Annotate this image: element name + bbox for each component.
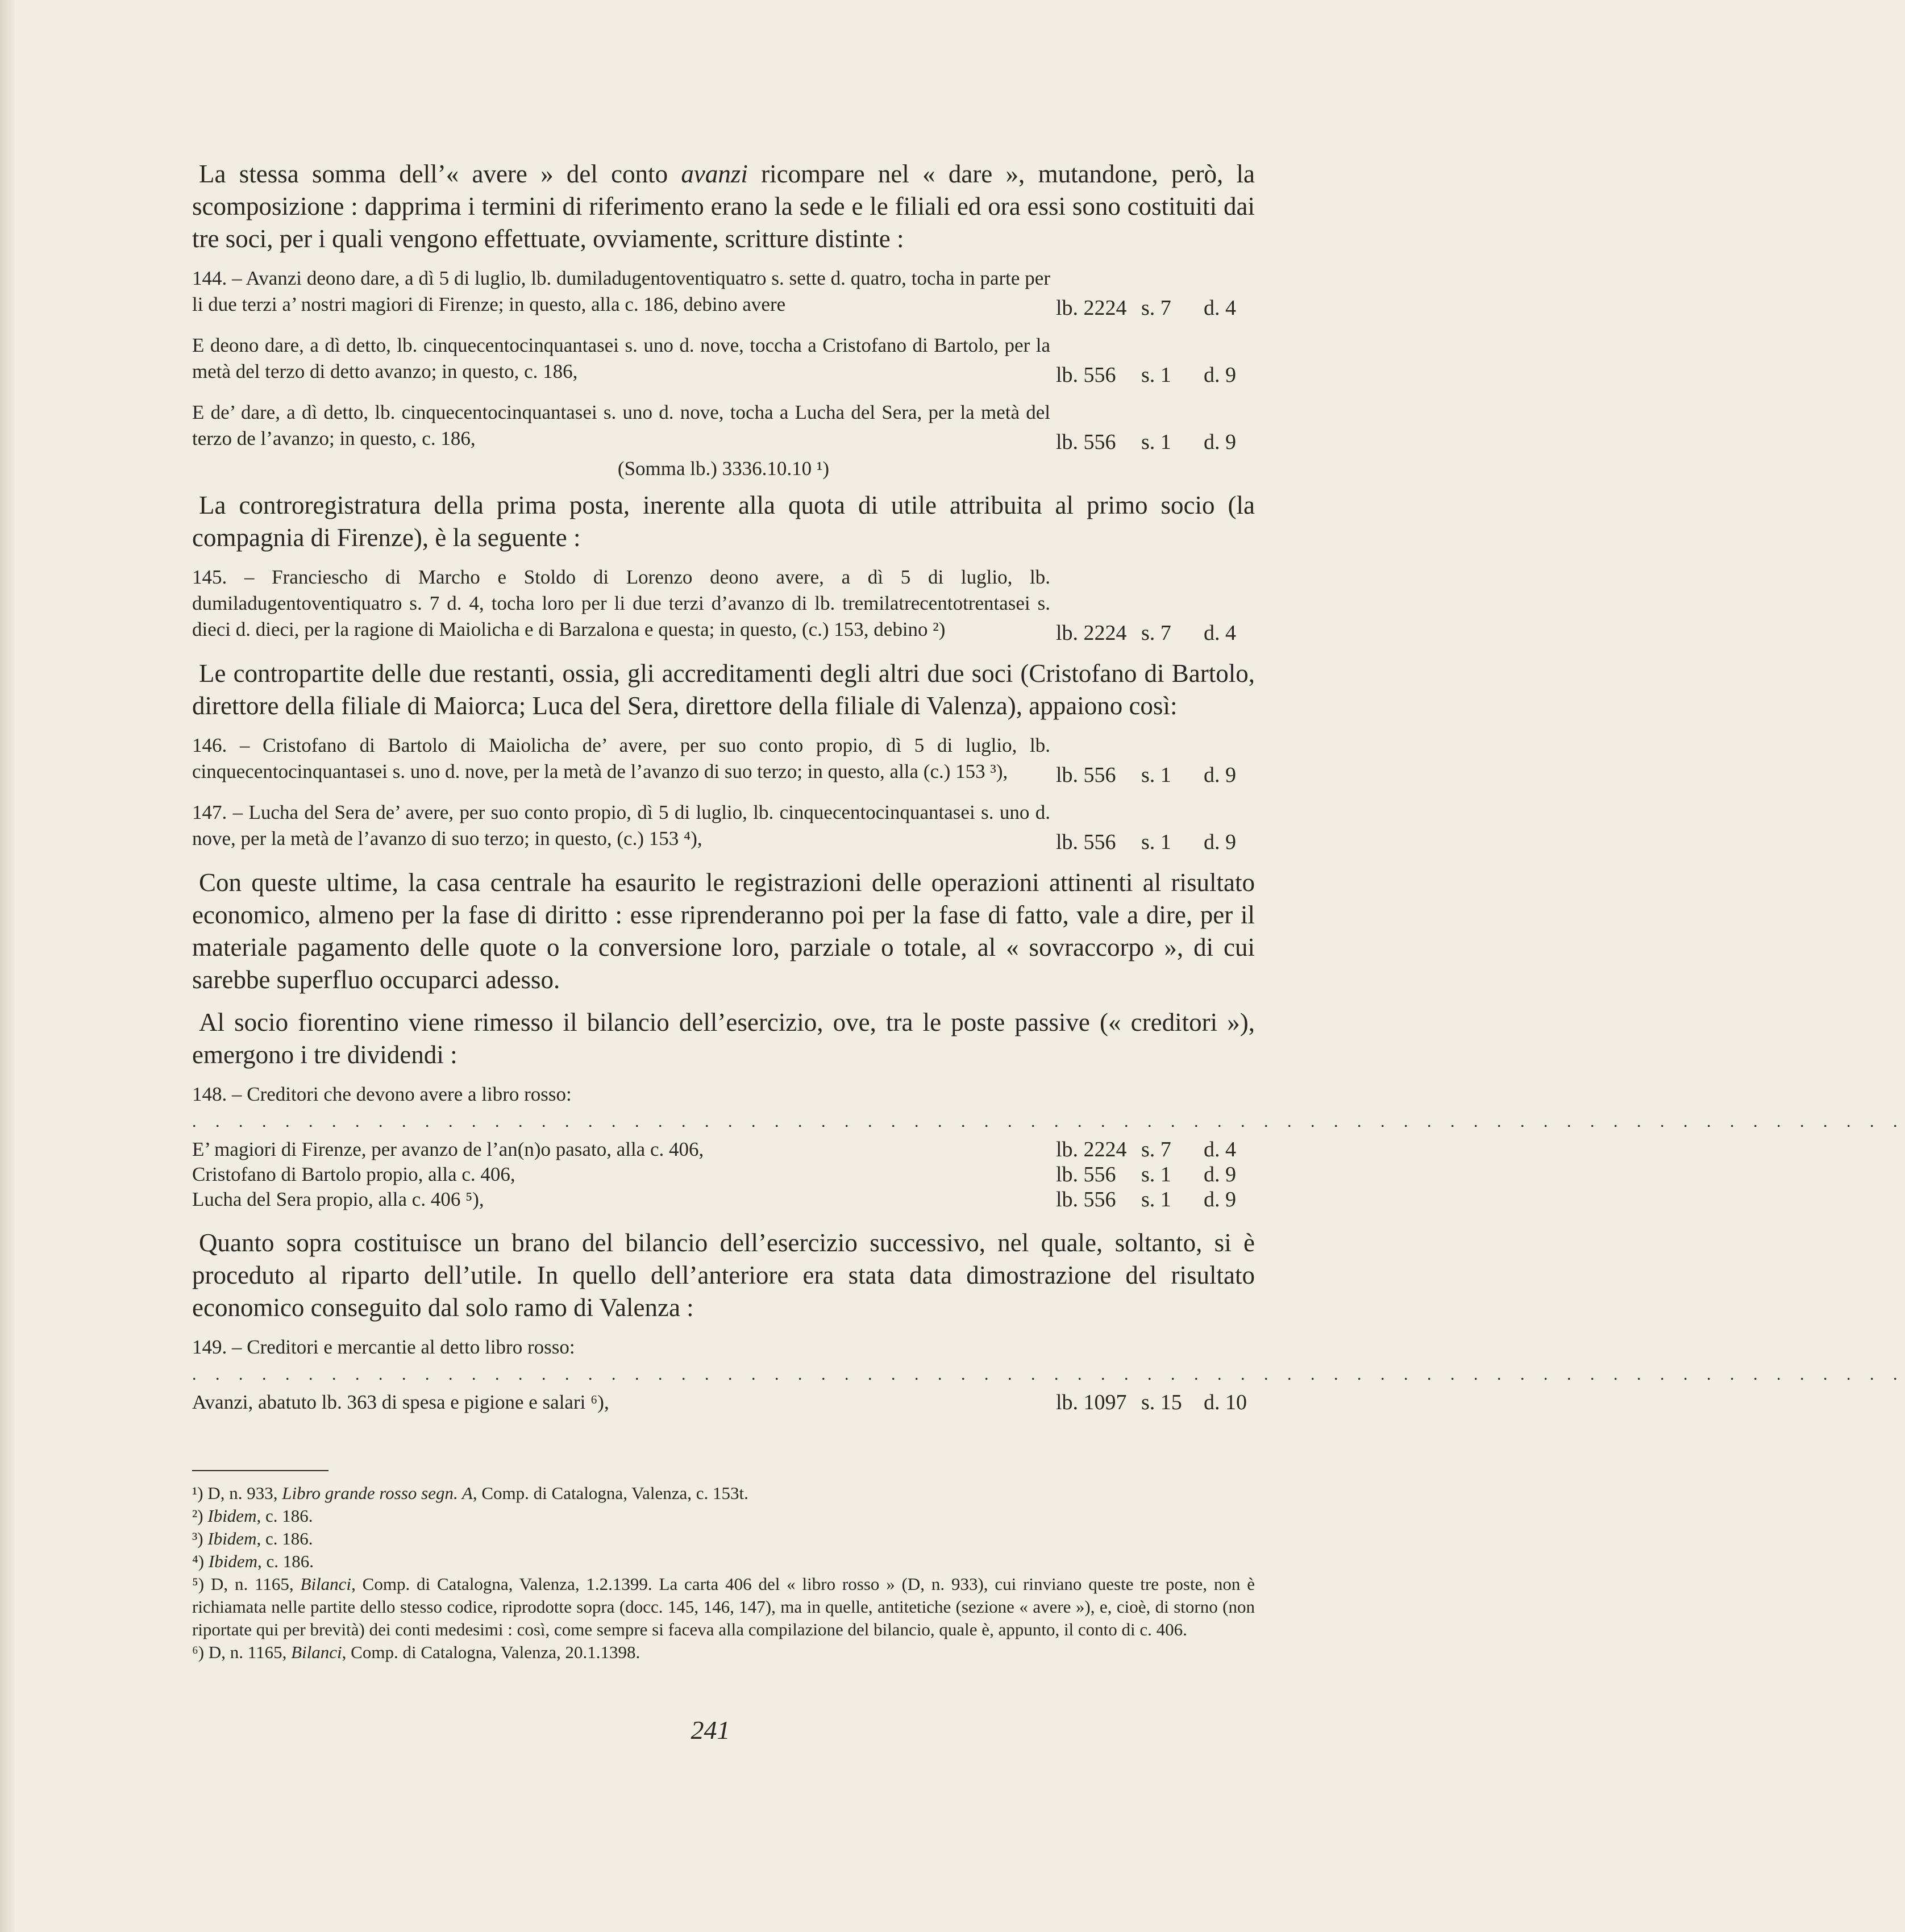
document-148-entry-2: Cristofano di Bartolo propio, alla c. 406, lb. 556 s. 1 d. 9 <box>192 1162 1255 1187</box>
ellipsis-line: . . . . . . . . . . . . . . . . . . . . . . . . . . . . . . . . . . . . . . . . . . . . . . . . . . . . . . . . . . . . . . . . . . . . . . . . . . <box>192 1365 1905 1384</box>
document-144-b: E deono dare, a dì detto, lb. cinquecentocinquantasei s. uno d. nove, toccha a Cristofano di Bartolo, per la metà del terzo di detto avanzo; in questo, c. 186, lb. 556 s. 1 d. 9 <box>192 332 1255 385</box>
footnote-5: ⁵) D, n. 1165, Bilanci, Comp. di Catalogna, Valenza, 1.2.1399. La carta 406 del « libro rosso » (D, n. 933), cui rinviano queste tre poste, non è richiamata nelle partite dello stesso codice, riprodotte sopra (docc. 145, 146, 147), ma in quelle, antitetiche (sezione « avere »), e, cioè, di storno (non riportate qui per brevità) dei conti medesimi : così, come sempre si faceva alla compilazione del bilancio, quale è, appunto, il conto di c. 406. <box>192 1574 1255 1639</box>
amount: lb. 556 s. 1 d. 9 <box>1056 763 1236 787</box>
document-144-c: E de’ dare, a dì detto, lb. cinquecentocinquantasei s. uno d. nove, tocha a Lucha del Sera, per la metà del terzo de l’avanzo; in questo, c. 186, lb. 556 s. 1 d. 9 <box>192 399 1255 452</box>
amount: lb. 556 s. 1 d. 9 <box>1056 830 1236 854</box>
amount: lb. 556 s. 1 d. 9 <box>1056 1188 1236 1211</box>
amount: lb. 556 s. 1 d. 9 <box>1056 430 1236 454</box>
amount: lb. 2224 s. 7 d. 4 <box>1056 296 1236 320</box>
page-body <box>192 158 1905 1415</box>
document-148-entry-3: Lucha del Sera propio, alla c. 406 ⁵), lb. 556 s. 1 d. 9 <box>192 1187 1255 1212</box>
document-145: 145. – Franciescho di Marcho e Stoldo di Lorenzo deono avere, a dì 5 di luglio, lb. dumiladugentoventiquatro s. 7 d. 4, tocha loro per li due terzi d’avanzo di lb. tremilatrecentotrentasei s. dieci d. dieci, per la ragione di Maiolicha e di Barzalona e questa; in questo, (c.) 153, debino ²) lb. 2224 s. 7 d. 4 <box>192 564 1255 643</box>
paragraph-4: Con queste ultime, la casa centrale ha esaurito le registrazioni delle operazioni attinenti al risultato economico, almeno per la fase di diritto : esse riprenderanno poi per la fase di fatto, vale a dire, per il materiale pagamento delle quote o la conversione loro, parziale o totale, al « sovraccorpo », di cui sarebbe superfluo occuparci adesso. <box>192 868 1255 994</box>
footnote-2: ²) Ibidem, c. 186. <box>192 1506 313 1526</box>
amount: lb. 556 s. 1 d. 9 <box>1056 363 1236 387</box>
footnote-rule <box>192 1470 328 1471</box>
document-149-title: 149. – Creditori e mercantie al detto libro rosso: <box>192 1336 575 1358</box>
document-144-a: 144. – Avanzi deono dare, a dì 5 di luglio, lb. dumiladugentoventiquatro s. sette d. quatro, tocha in parte per li due terzi a’ nostri magiori di Firenze; in questo, alla c. 186, debino avere lb. 2224 s. 7 d. 4 <box>192 265 1255 318</box>
page-binding-edge <box>0 0 15 1932</box>
paragraph-2: La controregistratura della prima posta, inerente alla quota di utile attribuita al primo socio (la compagnia di Firenze), è la seguente : <box>192 491 1255 552</box>
document-148-title: 148. – Creditori che devono avere a libro rosso: <box>192 1083 572 1105</box>
footnote-4: ⁴) Ibidem, c. 186. <box>192 1551 314 1571</box>
paragraph-3: Le contropartite delle due restanti, ossia, gli accreditamenti degli altri due soci (Cristofano di Bartolo, direttore della filiale di Maiorca; Luca del Sera, direttore della filiale di Valenza), appaiono così: <box>192 659 1255 720</box>
document-149-entry: Avanzi, abatuto lb. 363 di spesa e pigione e salari ⁶), lb. 1097 s. 15 d. 10 <box>192 1390 1255 1415</box>
ellipsis-line: . . . . . . . . . . . . . . . . . . . . . . . . . . . . . . . . . . . . . . . . . . . . . . . . . . . . . . . . . . . . . . . . . . . . . . . . . . <box>192 1112 1905 1131</box>
footnote-3: ³) Ibidem, c. 186. <box>192 1529 313 1548</box>
paragraph-5: Al socio fiorentino viene rimesso il bilancio dell’esercizio, ove, tra le poste passive (« creditori »), emergono i tre dividendi : <box>192 1008 1255 1069</box>
footnotes <box>192 1482 1255 1664</box>
document-146: 146. – Cristofano di Bartolo di Maiolicha de’ avere, per suo conto propio, dì 5 di luglio, lb. cinquecentocinquantasei s. uno d. nove, per la metà de l’avanzo di suo terzo; in questo, alla (c.) 153 ³), lb. 556 s. 1 d. 9 <box>192 732 1255 785</box>
paragraph-1: La stessa somma dell’« avere » del conto avanzi ricompare nel « dare », mutandone, però, la scomposizione : dapprima i termini di riferimento erano la sede e le filiali ed ora essi sono costituiti dai tre soci, per i quali vengono effettuate, ovviamente, scritture distinte : <box>192 160 1255 253</box>
document-147: 147. – Lucha del Sera de’ avere, per suo conto propio, dì 5 di luglio, lb. cinquecentocinquantasei s. uno d. nove, per la metà de l’avanzo di suo terzo; in questo, (c.) 153 ⁴), lb. 556 s. 1 d. 9 <box>192 800 1255 852</box>
amount: lb. 556 s. 1 d. 9 <box>1056 1163 1236 1186</box>
footnote-1: ¹) D, n. 933, Libro grande rosso segn. A, Comp. di Catalogna, Valenza, c. 153t. <box>192 1483 748 1503</box>
paragraph-6: Quanto sopra costituisce un brano del bilancio dell’esercizio successivo, nel quale, soltanto, si è proceduto al riparto dell’utile. In quello dell’anteriore era stata data dimostrazione del risultato economico conseguito dal solo ramo di Valenza : <box>192 1229 1255 1322</box>
sum-line: (Somma lb.) 3336.10.10 ¹) <box>617 457 830 480</box>
document-148-entry-1: E’ magiori di Firenze, per avanzo de l’an(n)o pasato, alla c. 406, lb. 2224 s. 7 d. 4 <box>192 1137 1255 1162</box>
page-number: 241 <box>691 1716 730 1744</box>
amount: lb. 1097 s. 15 d. 10 <box>1056 1390 1247 1414</box>
footnote-6: ⁶) D, n. 1165, Bilanci, Comp. di Catalogna, Valenza, 20.1.1398. <box>192 1642 640 1662</box>
amount: lb. 2224 s. 7 d. 4 <box>1056 1138 1236 1161</box>
amount: lb. 2224 s. 7 d. 4 <box>1056 621 1236 645</box>
